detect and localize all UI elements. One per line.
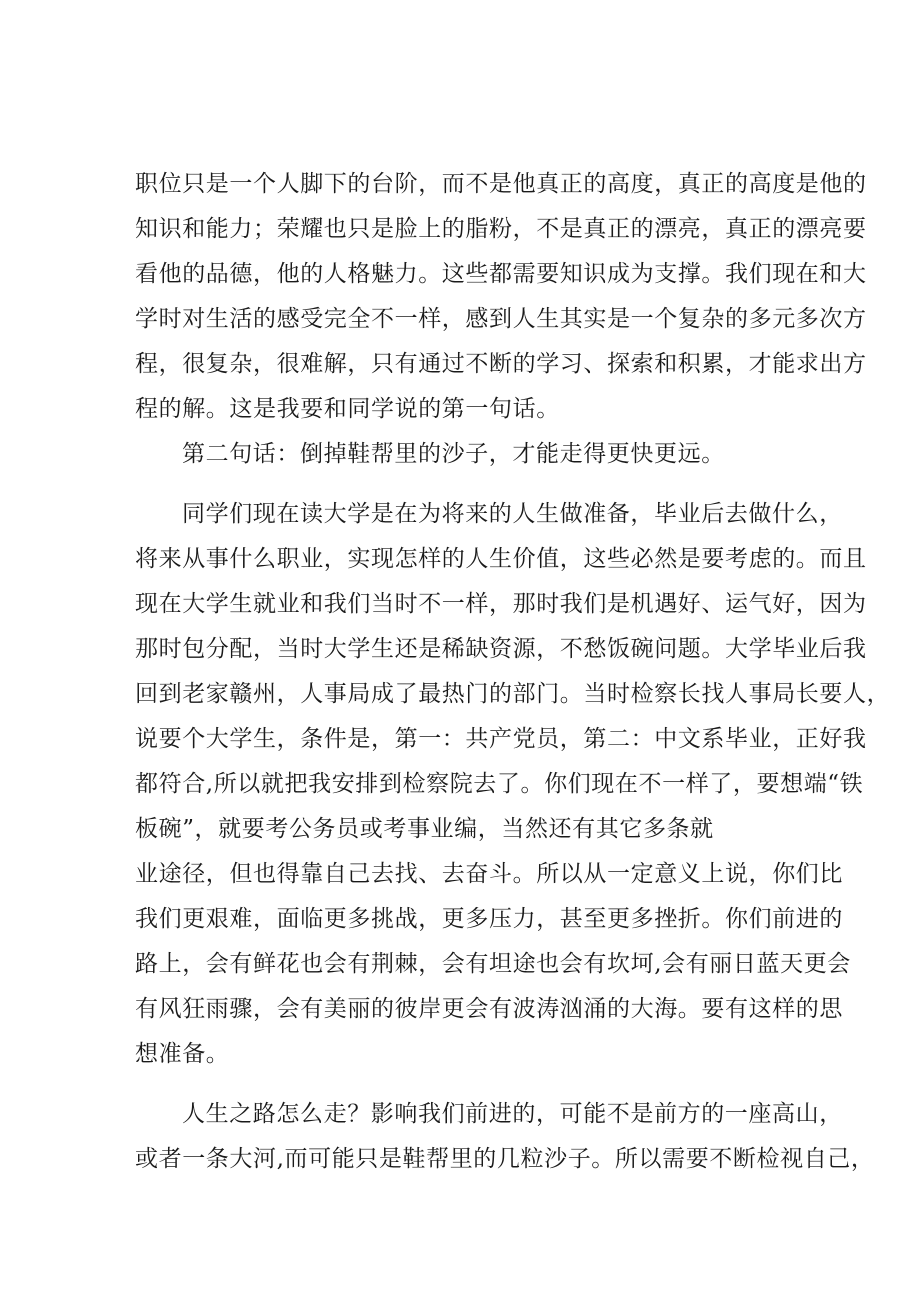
text-line: 我们更艰难，面临更多挑战，更多压力，甚至更多挫折。你们前进的 [135,906,843,932]
text-line: 板碗”，就要考公务员或考事业编，当然还有其它多条就 [135,816,714,842]
text-line: 都符合,所以就把我安排到检察院去了。你们现在不一样了，要想端“铁 [135,771,864,797]
section-heading-line: 第二句话：倒掉鞋帮里的沙子，才能走得更快更远。 [182,441,725,467]
text-line: 看他的品德，他的人格魅力。这些都需要知识成为支撑。我们现在和大 [135,261,867,287]
text-line: 将来从事什么职业，实现怎样的人生价值，这些必然是要考虑的。而且 [135,546,867,572]
text-line: 学时对生活的感受完全不一样，感到人生其实是一个复杂的多元多次方 [135,306,867,332]
text-line: 或者一条大河,而可能只是鞋帮里的几粒沙子。所以需要不断检视自己， [135,1146,875,1172]
text-line: 业途径，但也得靠自己去找、去奋斗。所以从一定意义上说，你们比 [135,861,843,887]
text-line: 路上，会有鲜花也会有荆棘，会有坦途也会有坎坷,会有丽日蓝天更会 [135,951,851,977]
text-line: 职位只是一个人脚下的台阶，而不是他真正的高度，真正的高度是他的 [135,171,867,197]
text-line: 现在大学生就业和我们当时不一样，那时我们是机遇好、运气好，因为 [135,591,867,617]
text-line: 同学们现在读大学是在为将来的人生做准备，毕业后去做什么， [182,501,843,527]
text-line: 说要个大学生，条件是，第一：共产党员，第二：中文系毕业，正好我 [135,726,867,752]
text-line: 程，很复杂，很难解，只有通过不断的学习、探索和积累，才能求出方 [135,351,867,377]
text-line: 想准备。 [135,1041,230,1067]
text-line: 回到老家赣州，人事局成了最热门的部门。当时检察长找人事局长要人， [135,681,891,707]
text-line: 程的解。这是我要和同学说的第一句话。 [135,396,560,422]
text-line: 有风狂雨骤，会有美丽的彼岸更会有波涛汹涌的大海。要有这样的思 [135,996,843,1022]
text-line: 那时包分配，当时大学生还是稀缺资源，不愁饭碗问题。大学毕业后我 [135,636,867,662]
text-line: 人生之路怎么走？影响我们前进的，可能不是前方的一座高山， [182,1101,843,1127]
text-line: 知识和能力；荣耀也只是脸上的脂粉，不是真正的漂亮，真正的漂亮要 [135,216,867,242]
